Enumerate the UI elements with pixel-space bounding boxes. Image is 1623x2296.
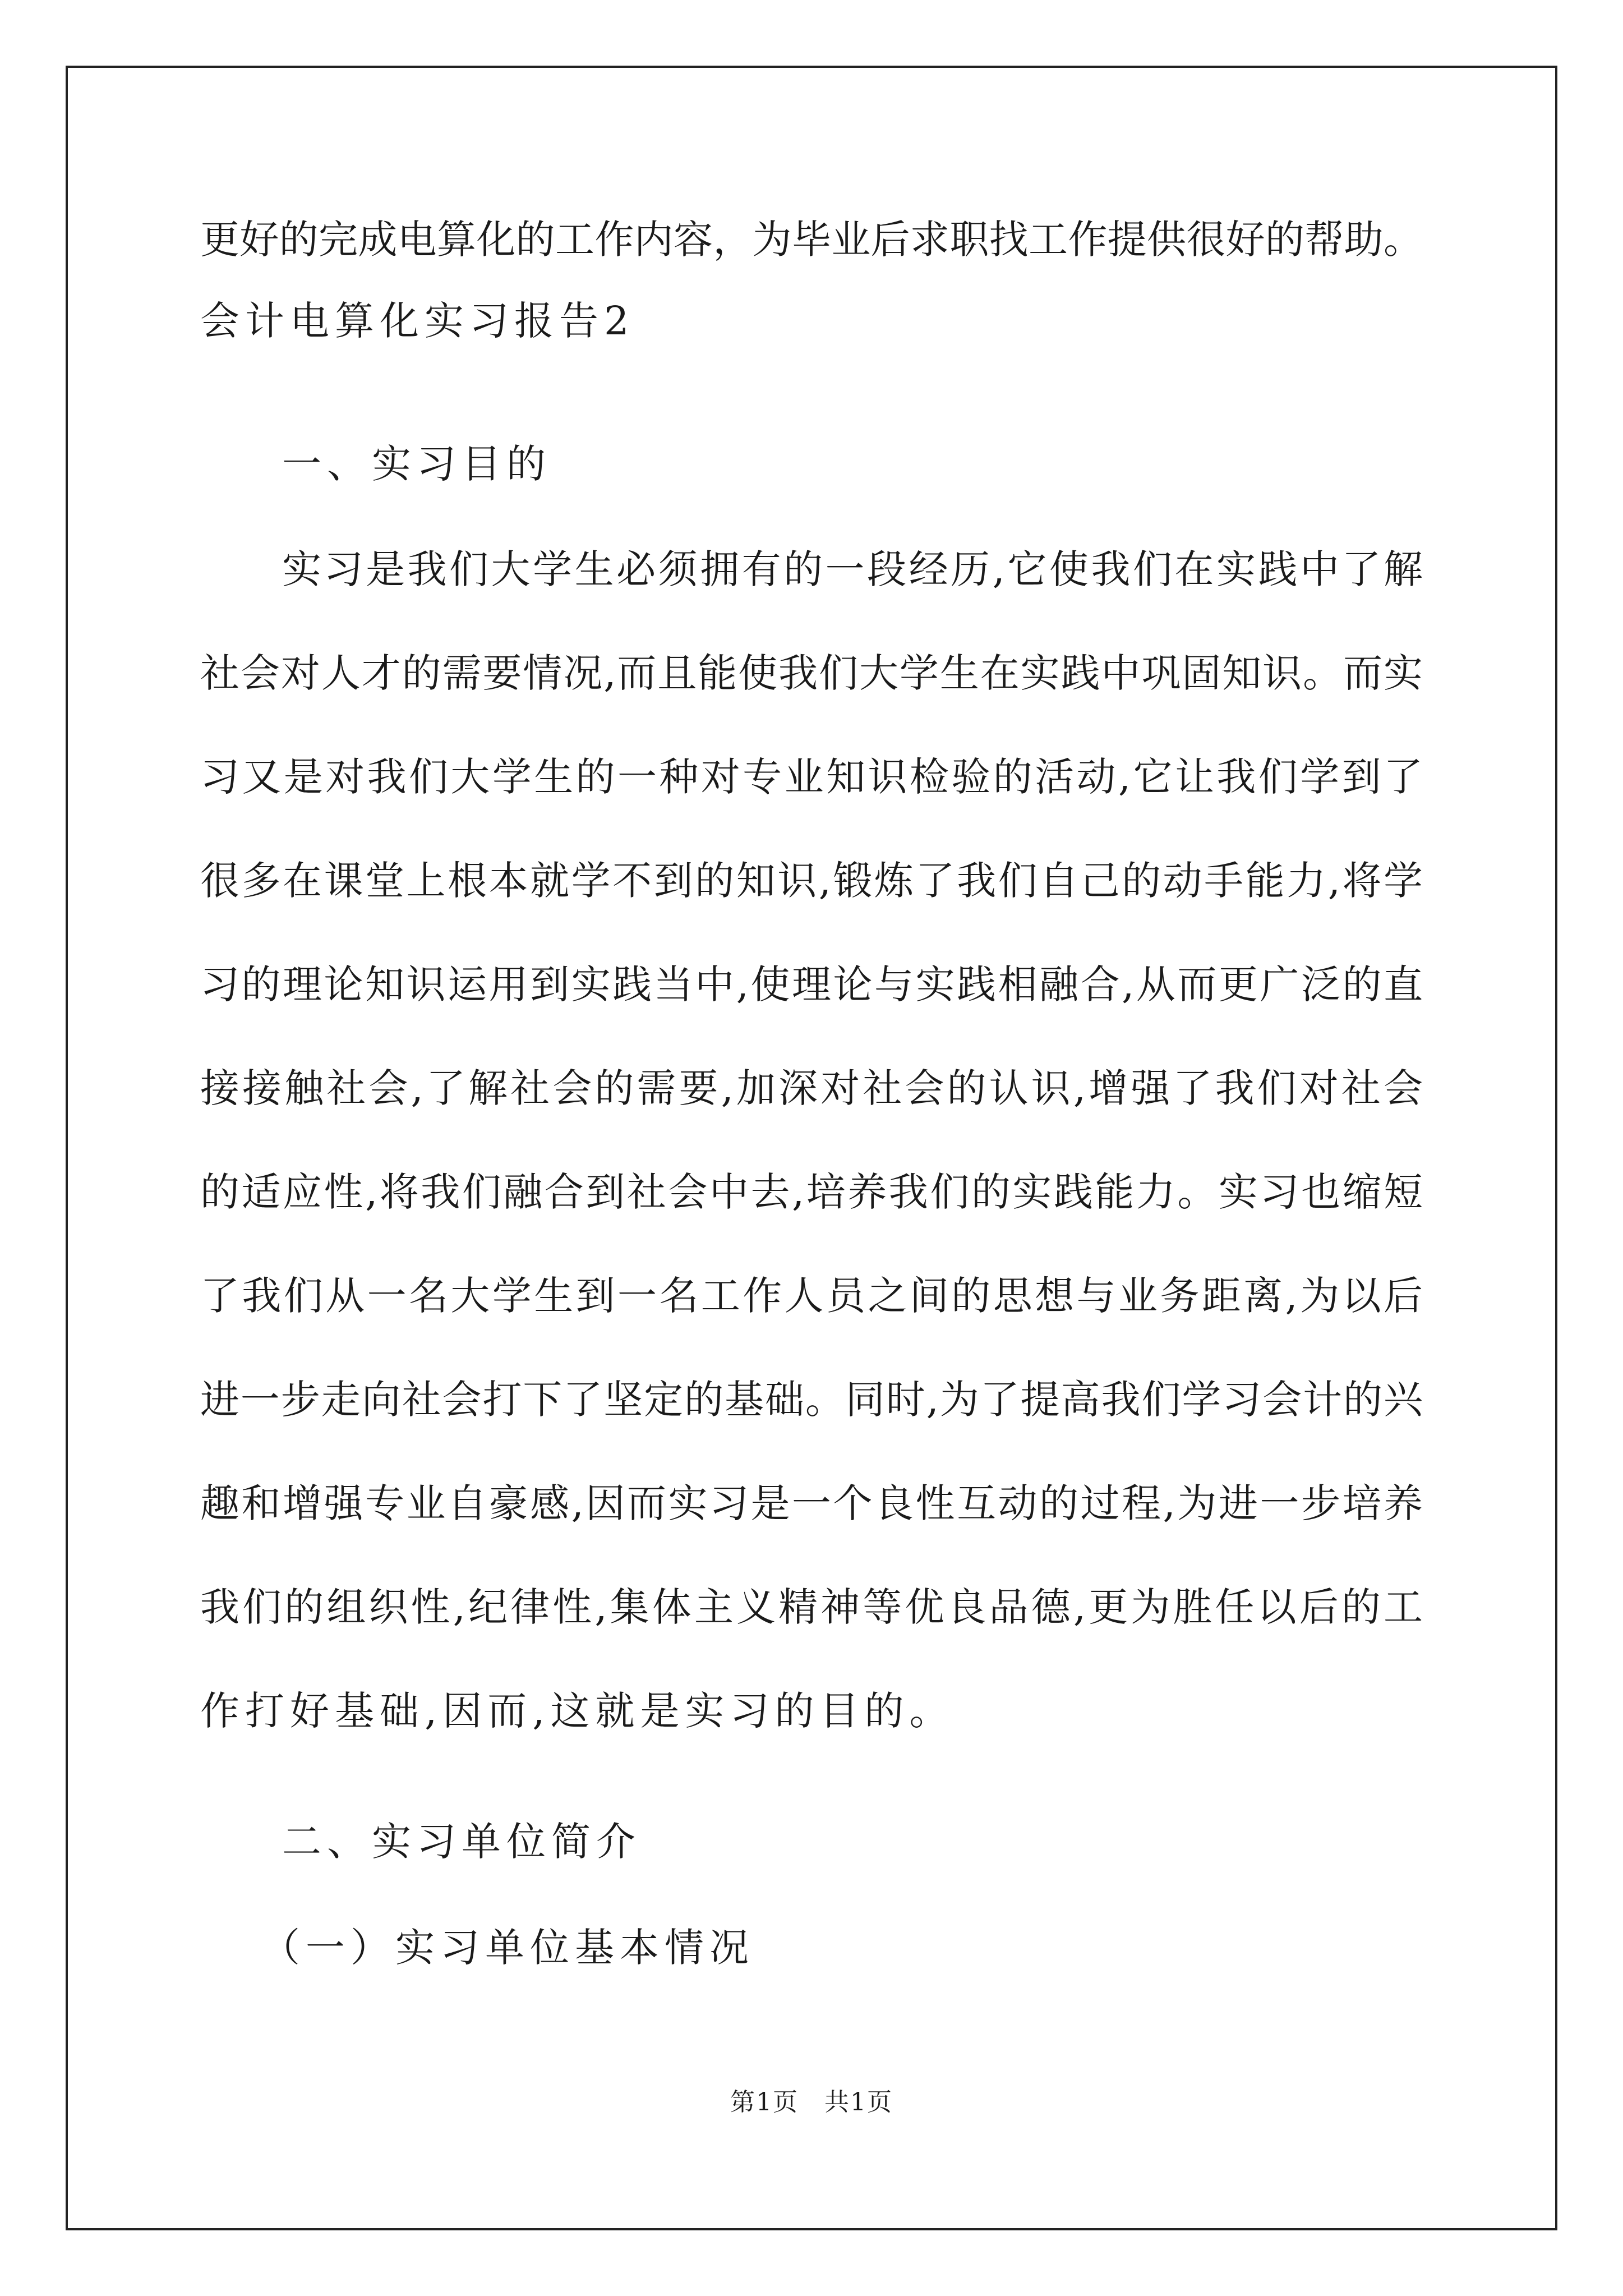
section-heading: 会计电算化实习报告2: [200, 298, 635, 344]
paragraph-line: 社会对人才的需要情况,而且能使我们大学生在实践中巩固知识。而实: [200, 650, 1423, 696]
paragraph-line: 的适应性,将我们融合到社会中去,培养我们的实践能力。实习也缩短: [200, 1169, 1423, 1215]
paragraph-line: 更好的完成电算化的工作内容，为毕业后求职找工作提供很好的帮助。: [200, 217, 1423, 263]
paragraph-line: 作打好基础,因而,这就是实习的目的。: [200, 1688, 955, 1734]
paragraph-line: 习又是对我们大学生的一种对专业知识检验的活动,它让我们学到了: [200, 754, 1423, 800]
subheading: 一、实习目的: [282, 441, 551, 487]
subheading: 二、实习单位简介: [282, 1819, 641, 1865]
paragraph-line: 习的理论知识运用到实践当中,使理论与实践相融合,从而更广泛的直: [200, 961, 1423, 1007]
paragraph-line: 接接触社会,了解社会的需要,加深对社会的认识,增强了我们对社会: [200, 1065, 1423, 1111]
paragraph-line: 实习是我们大学生必须拥有的一段经历,它使我们在实践中了解: [282, 546, 1423, 592]
paragraph-line: 了我们从一名大学生到一名工作人员之间的思想与业务距离,为以后: [200, 1273, 1423, 1319]
subheading: （一）实习单位基本情况: [261, 1925, 754, 1971]
paragraph-line: 进一步走向社会打下了坚定的基础。同时,为了提高我们学习会计的兴: [200, 1377, 1423, 1423]
page-border: [66, 66, 1557, 2230]
page-footer: 第1页 共1页: [730, 2088, 893, 2116]
paragraph-line: 我们的组织性,纪律性,集体主义精神等优良品德,更为胜任以后的工: [200, 1584, 1423, 1630]
paragraph-line: 趣和增强专业自豪感,因而实习是一个良性互动的过程,为进一步培养: [200, 1480, 1423, 1526]
paragraph-line: 很多在课堂上根本就学不到的知识,锻炼了我们自己的动手能力,将学: [200, 858, 1423, 904]
